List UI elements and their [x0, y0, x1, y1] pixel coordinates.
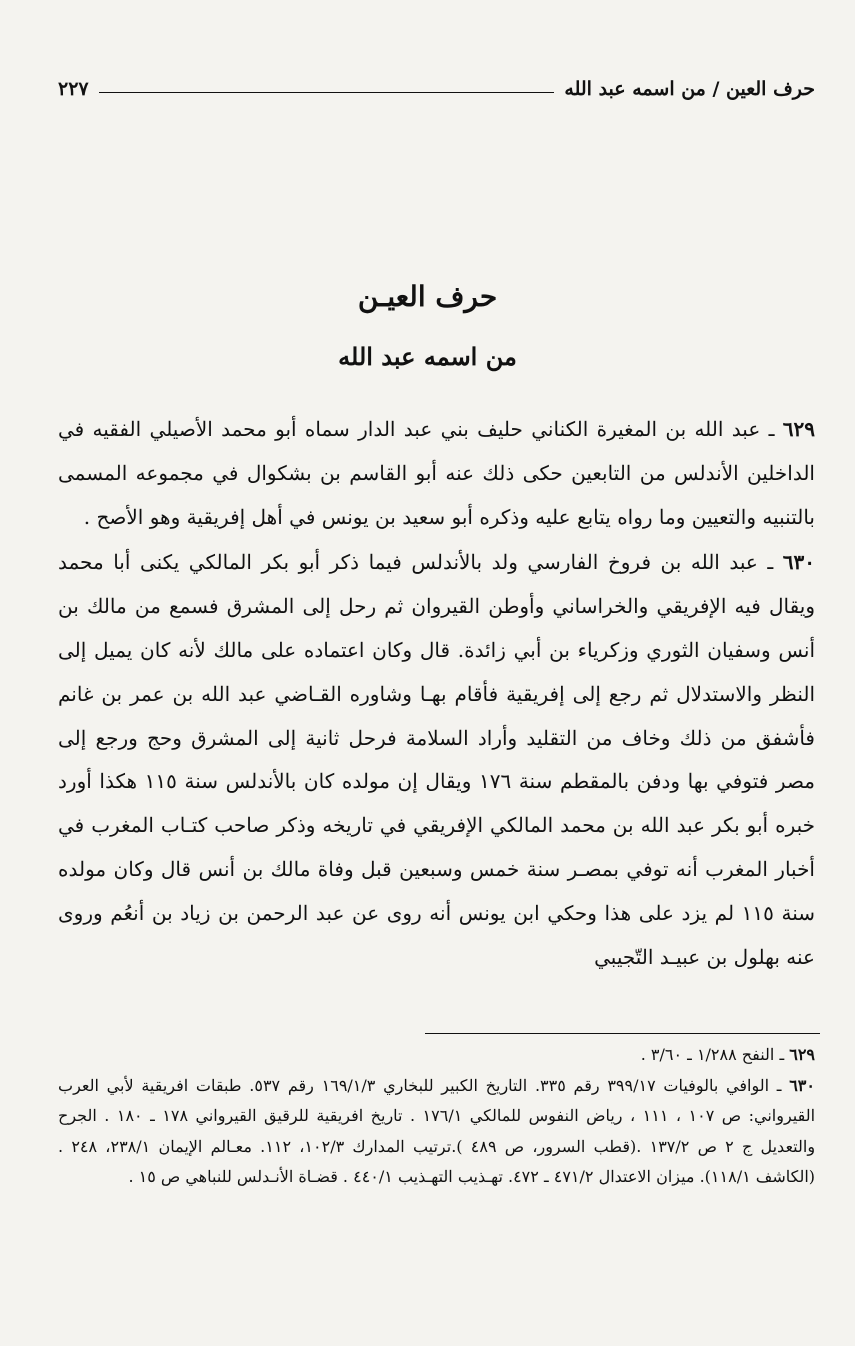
entry-629 — [58, 408, 815, 539]
footnote-text: ـ الوافي بالوفيات ٣٩٩/١٧ رقم ٣٣٥. التاريخ الكبير للبخاري ١٦٩/١/٣ رقم ٥٣٧. طبقات افريقية لأبي العرب القيرواني: ص ١٠٧ ، ١١١ ، رياض النفوس للمالكي ١٧٦/١ . تاريخ افريقية للرقيق القيرواني ١٧٨ ـ ١٨٠ . الجرح والتعديل ج ٢ ص ١٣٧/٢ .(قطب السرور، ص ٤٨٩ ).ترتيب المدارك ١٠٢/٣، ١١٢. معـالم الإيمان ٢٣٨/١، ٢٤٨ . (الكاشف ١١٨/١). ميزان الاعتدال ٤٧١/٢ ـ ٤٧٢. تهـذيب التهـذيب ٤٤٠/١ . قضـاة الأنـدلس للنباهي ص ١٥ . — [58, 1075, 816, 1186]
header-rule — [99, 92, 555, 93]
section-heading: من اسمه عبد الله — [338, 342, 517, 371]
entry-text: ـ عبد الله بن فروخ الفارسي ولد بالأندلس فيما ذكر أبو بكر المالكي يكنى أبا محمد ويقال فيه الإفريقي والخراساني وأوطن القيروان ثم رحل إلى المشرق فسمع من مالك بن أنس وسفيان الثوري وزكرياء بن أبي زائدة. قال وكان اعتماده على مالك لأنه كان يميل إلى النظر والاستدلال ثم رجع إلى إفريقية فأقام بهـا وشاوره القـاضي عبد الله بن عمر بن غانم فأشفق من ذلك وخاف من التقليد وأراد السلامة فرحل ثانية إلى المشرق وحج ورجع إلى مصر فتوفي بها ودفن بالمقطم سنة ١٧٦ ويقال إن مولده كان بالأندلس سنة ١١٥ هكذا أورد خبره أبو بكر عبد الله بن محمد المالكي الإفريقي في تاريخه وذكر صاحب كتـاب المغرب في أخبار المغرب أنه توفي بمصـر سنة خمس وسبعين قبل وفاة مالك بن أنس قال وكان مولده سنة ١١٥ لم يزد على هذا وحكي ابن يونس أنه روى عن عبد الرحمن بن زياد بن أنعُم وروى عنه بهلول بن عبيـد التّجيبي — [58, 550, 815, 969]
body-text — [58, 408, 815, 981]
running-header-title: حرف العين / من اسمه عبد الله — [564, 78, 815, 100]
footnote-629 — [58, 1040, 815, 1071]
running-header — [58, 78, 815, 100]
entry-number: ٦٢٩ — [782, 417, 815, 441]
entry-630 — [58, 541, 815, 979]
entry-text: ـ عبد الله بن المغيرة الكناني حليف بني عبد الدار سماه أبو محمد الأصيلي الفقيه في الداخلين الأندلس من التابعين حكى ذلك عنه أبو القاسم بن بشكوال في مجموعه المسمى بالتنبيه والتعيين وما رواه يتابع عليه وذكره أبو سعيد بن يونس في أهل إفريقية وهو الأصح . — [58, 417, 815, 529]
footnote-630 — [58, 1071, 815, 1193]
chapter-heading: حرف العيـن — [357, 280, 498, 313]
footnote-number: ٦٢٩ — [789, 1045, 815, 1064]
page-number: ٢٢٧ — [58, 78, 89, 100]
entry-number: ٦٣٠ — [782, 550, 815, 575]
footnotes — [58, 1040, 815, 1193]
footnote-text: ـ النفح ١/٢٨٨ ـ ٣/٦٠ . — [640, 1045, 790, 1064]
footnote-separator — [425, 1033, 820, 1034]
footnote-number: ٦٣٠ — [789, 1075, 815, 1095]
